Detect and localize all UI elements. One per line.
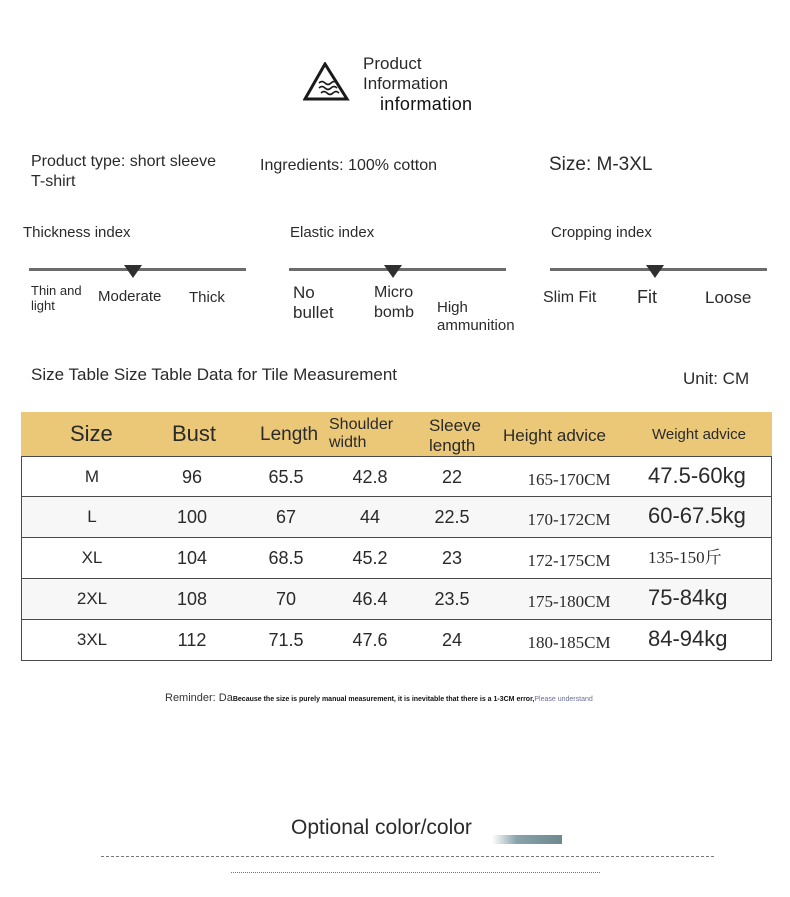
length-cell: 67 [275,507,297,527]
water-warning-icon [303,62,351,102]
header-sleeve: Sleeve length [429,416,481,455]
header-length: Length [260,424,319,445]
size-table-unit: Unit: CM [683,369,750,388]
divider [101,856,714,857]
size-cell: 3XL [76,630,108,649]
header-line-2: Information [363,74,449,93]
sleeve-cell: 24 [441,630,463,650]
weight-cell: 47.5-60kg [648,463,746,488]
bust-cell: 100 [176,507,208,527]
thickness-marker-icon [124,265,142,278]
size-cell: XL [81,548,103,567]
size-cell: L [87,507,97,526]
optional-color-title: Optional color/color [291,816,472,839]
size-table-body [21,456,772,661]
bust-cell: 104 [176,548,208,568]
height-cell: 165-170CM [527,470,611,489]
table-row [21,456,772,497]
elastic-label-high: High ammunition [437,299,515,334]
header-bust: Bust [172,421,217,446]
size-table [21,412,772,661]
ingredients: Ingredients: 100% cotton [260,157,438,174]
sleeve-cell: 23.5 [434,589,470,609]
header-weight: Weight advice [652,426,746,443]
cropping-marker-icon [646,265,664,278]
header-height: Height advice [503,426,607,445]
reminder-body: Because the size is purely manual measurement, it is inevitable that there is a 1-3CM error, [232,696,535,703]
weight-cell: 135-150斤 [648,548,722,567]
shoulder-cell: 45.2 [352,548,388,568]
length-cell: 65.5 [268,467,304,487]
reminder-prefix: Reminder: Da [165,692,233,704]
height-cell: 175-180CM [527,592,611,611]
height-cell: 172-175CM [527,551,611,570]
thickness-index-title: Thickness index [23,224,131,241]
sleeve-cell: 22 [441,467,463,487]
header-line-3: information [380,94,473,114]
header-size: Size [70,421,113,446]
reminder-suffix: Please understand [534,696,593,703]
sleeve-cell: 23 [441,548,463,568]
thickness-label-thick: Thick [189,289,225,306]
cropping-index-title: Cropping index [551,224,652,241]
cropping-label-fit: Fit [637,287,657,307]
header-line-1: Product [363,54,422,73]
shoulder-cell: 47.6 [352,630,388,650]
size-range: Size: M-3XL [549,154,653,175]
cropping-label-loose: Loose [705,288,752,307]
weight-cell: 84-94kg [648,626,728,651]
shoulder-cell: 44 [359,507,381,527]
length-cell: 68.5 [268,548,304,568]
table-row [21,620,772,661]
bust-cell: 96 [181,467,203,487]
elastic-marker-icon [384,265,402,278]
table-row [21,497,772,538]
divider [231,872,600,873]
shoulder-cell: 42.8 [352,467,388,487]
size-table-header [21,412,772,456]
weight-cell: 75-84kg [648,585,728,610]
table-row [21,538,772,579]
elastic-label-no-bullet: No bullet [293,283,334,322]
size-table-title: Size Table Size Table Data for Tile Measurement [31,365,398,384]
cropping-label-slim: Slim Fit [543,289,597,306]
size-cell: 2XL [76,589,108,608]
weight-cell: 60-67.5kg [648,503,746,528]
sleeve-cell: 22.5 [434,507,470,527]
thickness-label-moderate: Moderate [98,288,162,305]
header-shoulder: Shoulder width [329,416,394,451]
product-type: Product type: short sleeve T-shirt [31,153,216,190]
thickness-label-thin: Thin and light [31,283,82,313]
decorative-bar [492,835,562,844]
shoulder-cell: 46.4 [352,589,388,609]
table-row [21,579,772,620]
height-cell: 170-172CM [527,510,611,529]
elastic-index-title: Elastic index [290,224,375,241]
length-cell: 70 [275,589,297,609]
bust-cell: 112 [177,630,207,650]
reminder [165,692,593,704]
height-cell: 180-185CM [527,633,611,652]
bust-cell: 108 [176,589,208,609]
size-cell: M [84,467,100,486]
length-cell: 71.5 [268,630,304,650]
elastic-label-micro-bomb: Micro bomb [374,284,415,321]
